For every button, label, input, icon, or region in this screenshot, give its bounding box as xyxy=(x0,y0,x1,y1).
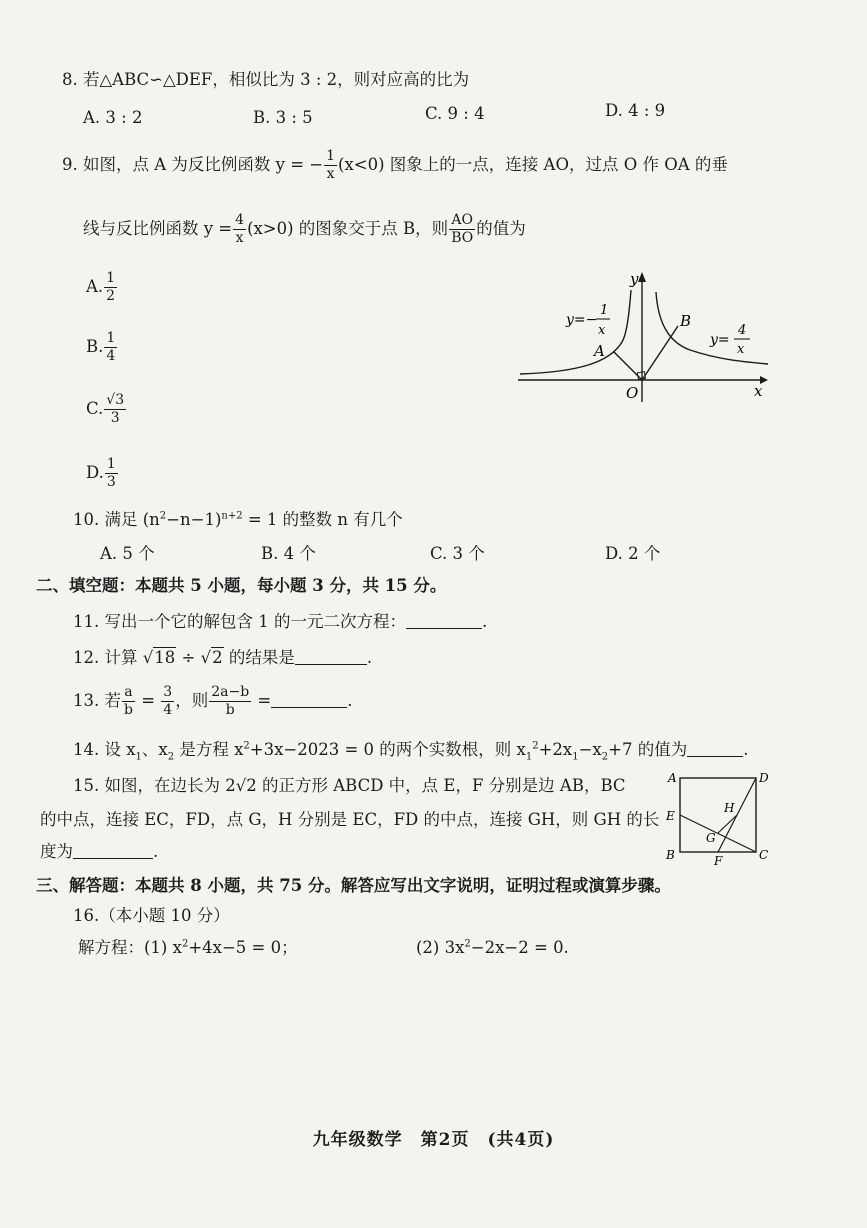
q9-frac-4-over-x: $\frac{4}{x}$ xyxy=(235,212,245,246)
label-e: E xyxy=(666,809,675,823)
curve-y-4-over-x xyxy=(656,292,768,364)
q9-option-b: B. $\frac{1}{4}$ xyxy=(86,330,116,364)
q9-figure xyxy=(510,262,775,404)
q10-option-d: D. 2 个 xyxy=(605,544,661,563)
q8-option-c: C. 9 : 4 xyxy=(425,104,485,123)
q15-line1: 15. 如图，在边长为 2√2 的正方形 ABCD 中，点 E，F 分别是边 AB，BC xyxy=(73,776,626,795)
label-a: A xyxy=(668,771,677,785)
q10-option-c: C. 3 个 xyxy=(430,544,485,563)
label-g: G xyxy=(706,831,716,845)
q16-title: 16.（本小题 10 分） xyxy=(73,906,230,925)
q8-option-d: D. 4 : 9 xyxy=(605,101,666,120)
q15-line3: 度为 . xyxy=(40,842,159,861)
q12: 12. 计算 √18 ÷ √2 的结果是 . xyxy=(73,648,373,667)
q13-answer-blank[interactable] xyxy=(271,691,347,708)
q11: 11. 写出一个它的解包含 1 的一元二次方程： . xyxy=(73,612,488,631)
point-a-label: A xyxy=(594,342,605,360)
label-c: C xyxy=(759,848,769,862)
q14: 14. 设 $x_1$、$x_2$ 是方程 $x^2+3x-2023 = 0$ 的两个实数根，则 $x_1^2+2x_1-x_2+7$ 的值为 . xyxy=(73,740,749,763)
label-f: F xyxy=(714,854,723,866)
q9-option-a: A. $\frac{1}{2}$ xyxy=(86,270,116,304)
y-axis-arrow xyxy=(638,272,646,282)
q9-option-c: C. $\frac{√3}{3}$ xyxy=(86,392,125,426)
q9-option-d: D. $\frac{1}{3}$ xyxy=(86,456,116,490)
segment-gh xyxy=(718,815,737,833)
label-b: B xyxy=(666,848,675,862)
q8-option-b: B. 3 : 5 xyxy=(253,108,313,127)
q11-answer-blank[interactable] xyxy=(406,612,482,629)
q16-part2: (2) $3x^2-2x-2 = 0$. xyxy=(416,938,569,957)
left-curve-label: y=− xyxy=(566,312,598,328)
label-h: H xyxy=(724,801,735,815)
q9-frac-1-over-x: $\frac{1}{x}$ xyxy=(326,148,336,182)
q15-answer-blank[interactable] xyxy=(73,842,153,859)
point-b-label: B xyxy=(680,312,692,330)
right-curve-num: 4 xyxy=(738,323,747,338)
q8-stem: 8. 若△ABC∽△DEF，相似比为 3 : 2，则对应高的比为 xyxy=(62,70,470,89)
y-axis-label: y xyxy=(630,270,639,288)
q9-line2: 线与反比例函数 y = $\frac{4}{x}$ (x>0) 的图象交于点 B，则 $\frac{AO}{BO}$ 的值为 xyxy=(83,212,526,246)
q10-option-b: B. 4 个 xyxy=(261,544,316,563)
origin-label: O xyxy=(626,384,639,402)
label-d: D xyxy=(759,771,769,785)
curve-y-neg-1-over-x xyxy=(520,290,631,374)
section-3-heading: 三、解答题：本题共 8 小题，共 75 分。解答应写出文字说明，证明过程或演算步骤。 xyxy=(36,876,671,895)
q16-part1: 解方程：(1) $x^2+4x-5 = 0$； xyxy=(78,938,298,957)
page-footer: 九年级数学 第2页 (共4页) xyxy=(312,1130,555,1150)
square-abcd xyxy=(680,778,756,852)
q10-stem: 10. 满足 $(n^2-n-1)^{n+2} = 1$ 的整数 n 有几个 xyxy=(73,510,403,529)
right-curve-den: x xyxy=(737,342,745,357)
segment-ec xyxy=(680,815,756,852)
q9-line1: 9. 如图，点 A 为反比例函数 y = − $\frac{1}{x}$ (x<0) 图象上的一点，连接 AO，过点 O 作 OA 的垂 xyxy=(62,148,728,182)
q14-answer-blank[interactable] xyxy=(687,740,743,757)
q10-option-a: A. 5 个 xyxy=(100,544,155,563)
q15-line2: 的中点，连接 EC，FD，点 G，H 分别是 EC，FD 的中点，连接 GH，则 GH 的长 xyxy=(40,810,660,829)
x-axis-label: x xyxy=(754,382,763,400)
q12-answer-blank[interactable] xyxy=(295,648,367,665)
q8-option-a: A. 3 : 2 xyxy=(83,108,143,127)
q13: 13. 若 $\frac{a}{b}$ = $\frac{3}{4}$ ，则 $\frac{2a-b}{b}$ = . xyxy=(73,684,353,718)
left-curve-num: 1 xyxy=(600,303,609,318)
q15-figure xyxy=(662,770,774,866)
right-curve-label: y= xyxy=(710,332,730,348)
section-2-heading: 二、填空题：本题共 5 小题，每小题 3 分，共 15 分。 xyxy=(36,576,447,595)
q9-frac-ao-bo: $\frac{AO}{BO}$ xyxy=(451,212,474,246)
left-curve-den: x xyxy=(598,323,606,338)
segment-ob xyxy=(642,326,678,380)
